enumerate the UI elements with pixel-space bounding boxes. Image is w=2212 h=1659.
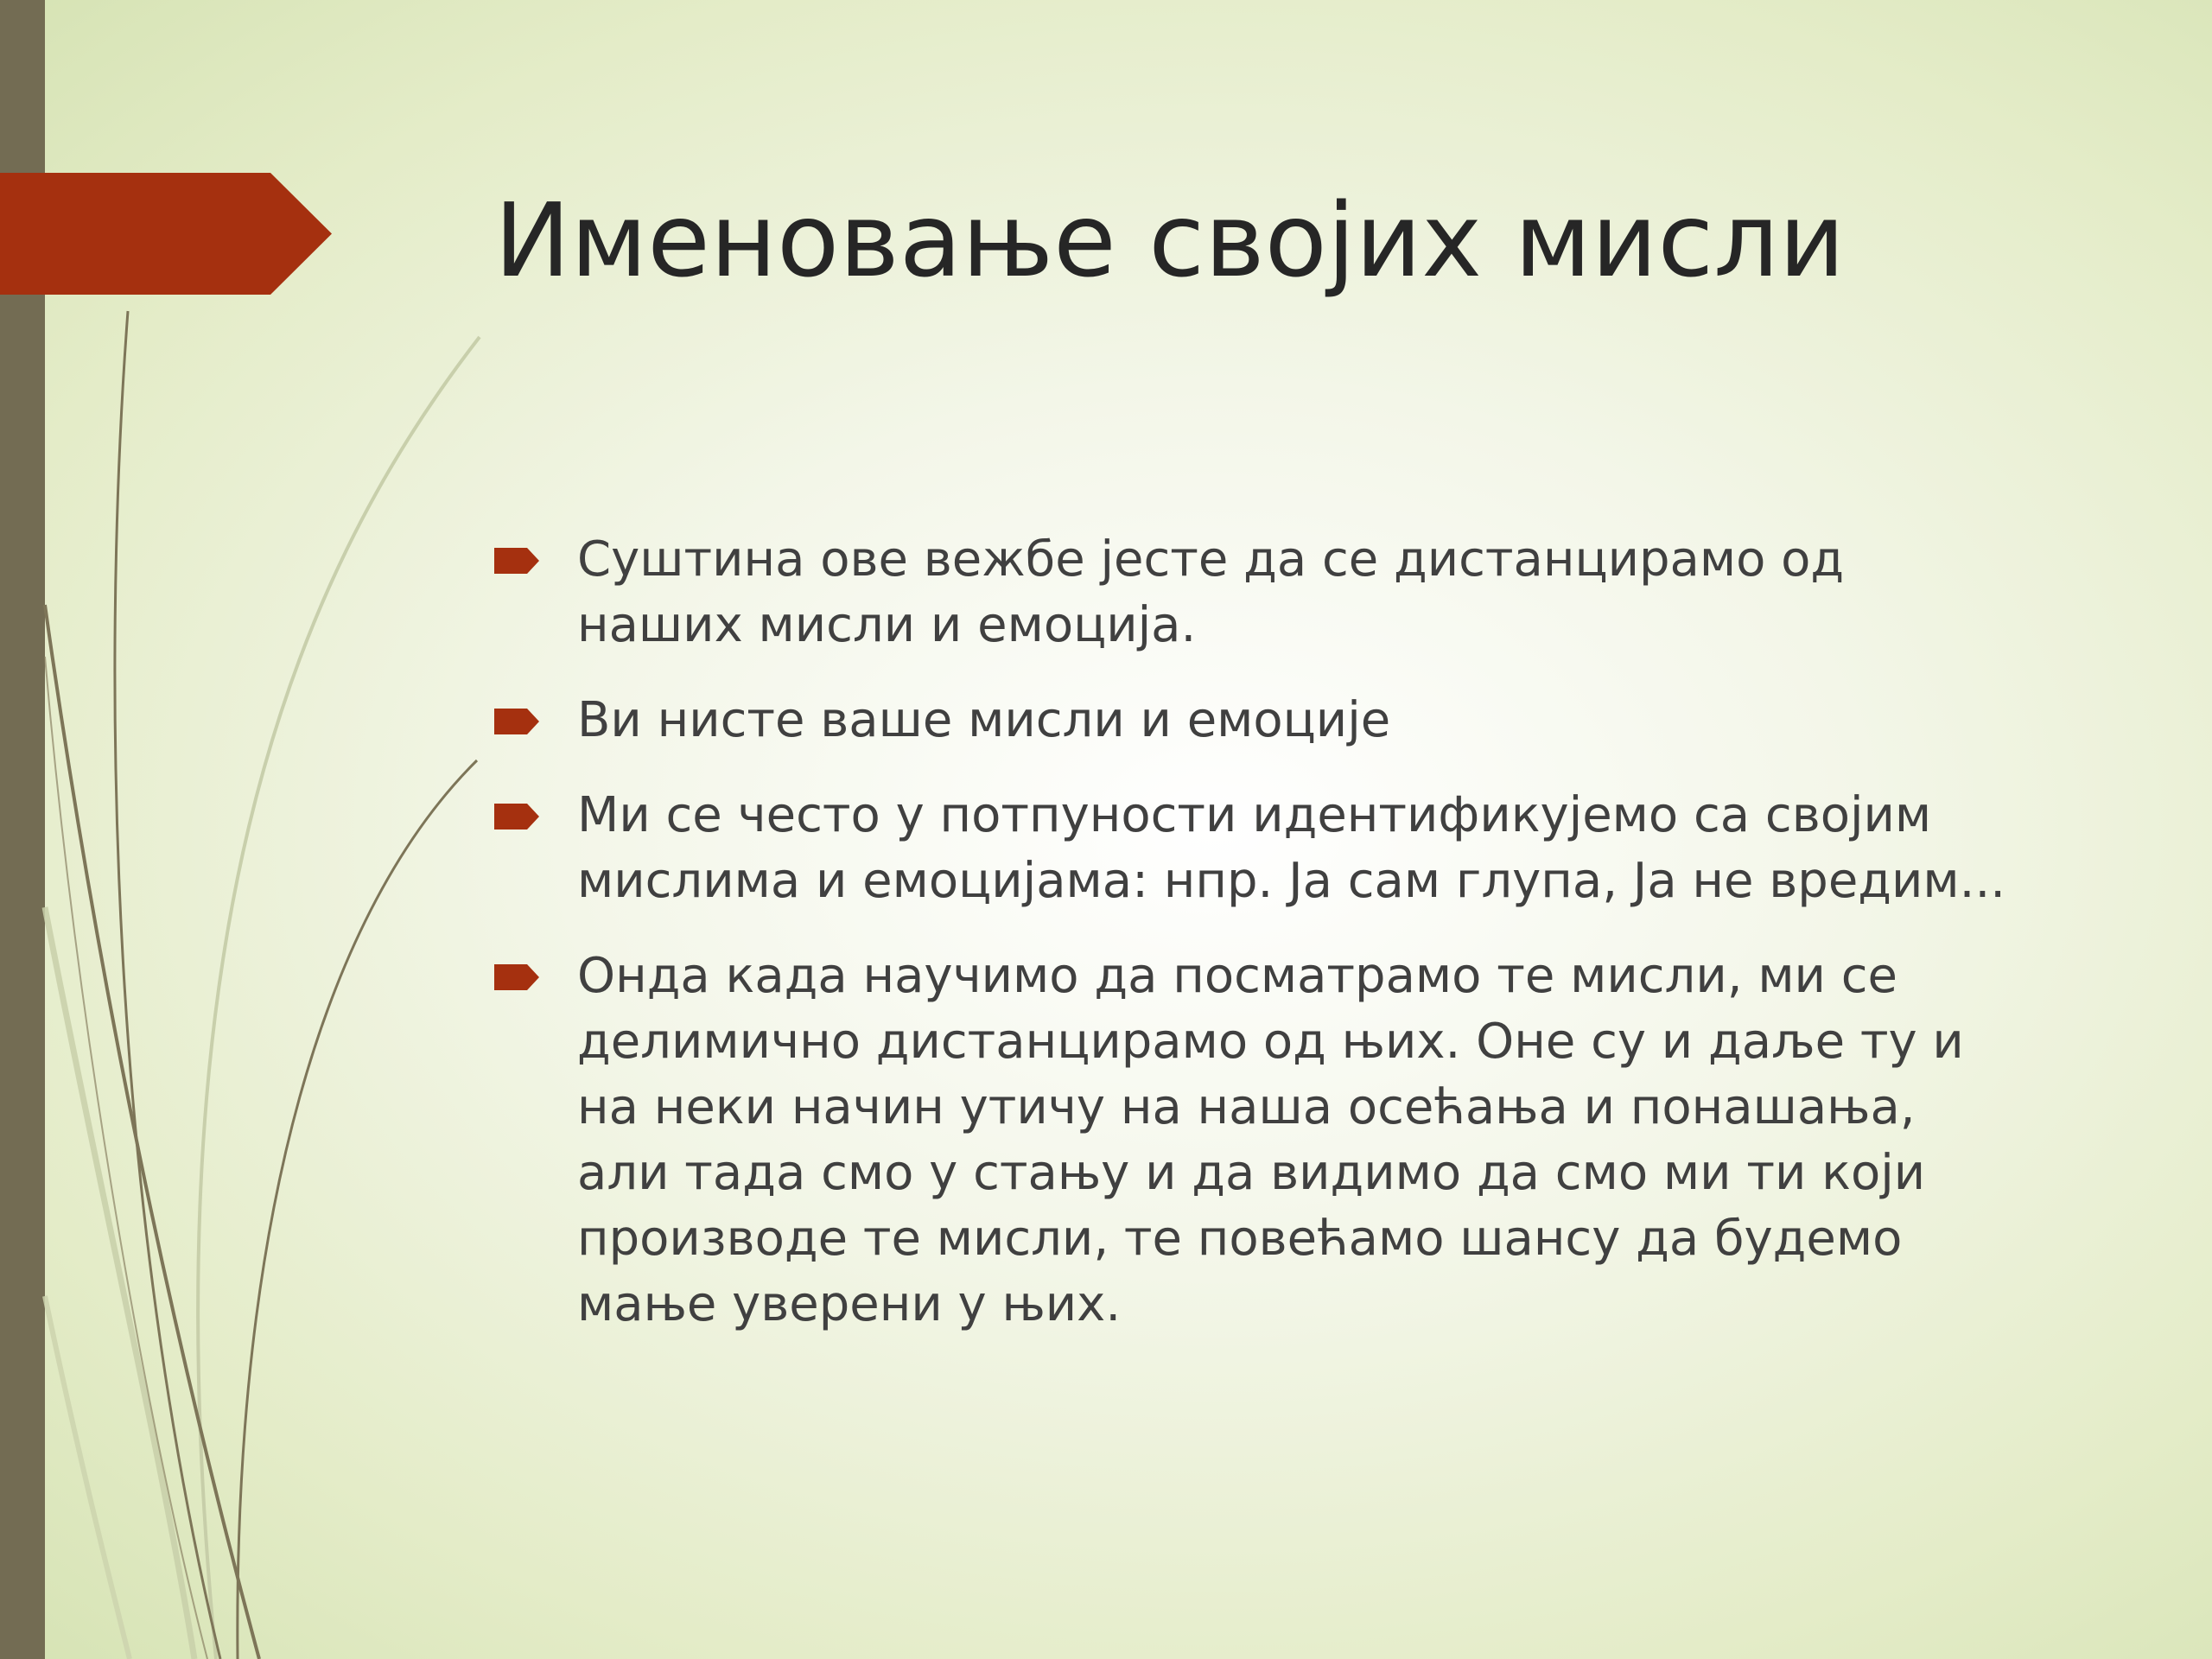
bullet-text: Ви нисте ваше мисли и емоције [577,692,1391,748]
slide-title: Именовање својих мисли [494,181,1846,300]
bullet-item-4 [494,944,2015,1338]
arrow-bullet-icon [494,548,539,574]
arrow-bullet-icon [494,964,539,990]
bullet-text: Суштина ове вежбе јесте да се дистанцирамо од наших мисли и емоција. [577,531,1845,653]
bullet-text: Онда када научимо да посматрамо те мисли, ми се делимично дистанцирамо од њих. Оне су и даље ту и на неки начин утичу на наша осећања и понашања, али тада смо у стању и да видимо да смо ми ти који производе те мисли, те повећамо шансу да будемо мање уверени у њих. [577,948,1964,1332]
bullet-item-2 [494,688,2015,753]
bullet-item-3 [494,783,2015,914]
bullet-text: Ми се често у потпуности идентификујемо са својим мислима и емоцијама: нпр. Ја сам глупа, Ја не вредим... [577,787,2006,909]
arrow-bullet-icon [494,804,539,830]
arrow-bullet-icon [494,709,539,734]
arrow-banner-shape [0,173,332,295]
bullet-item-1 [494,527,2015,658]
bullet-list [494,527,2015,1367]
